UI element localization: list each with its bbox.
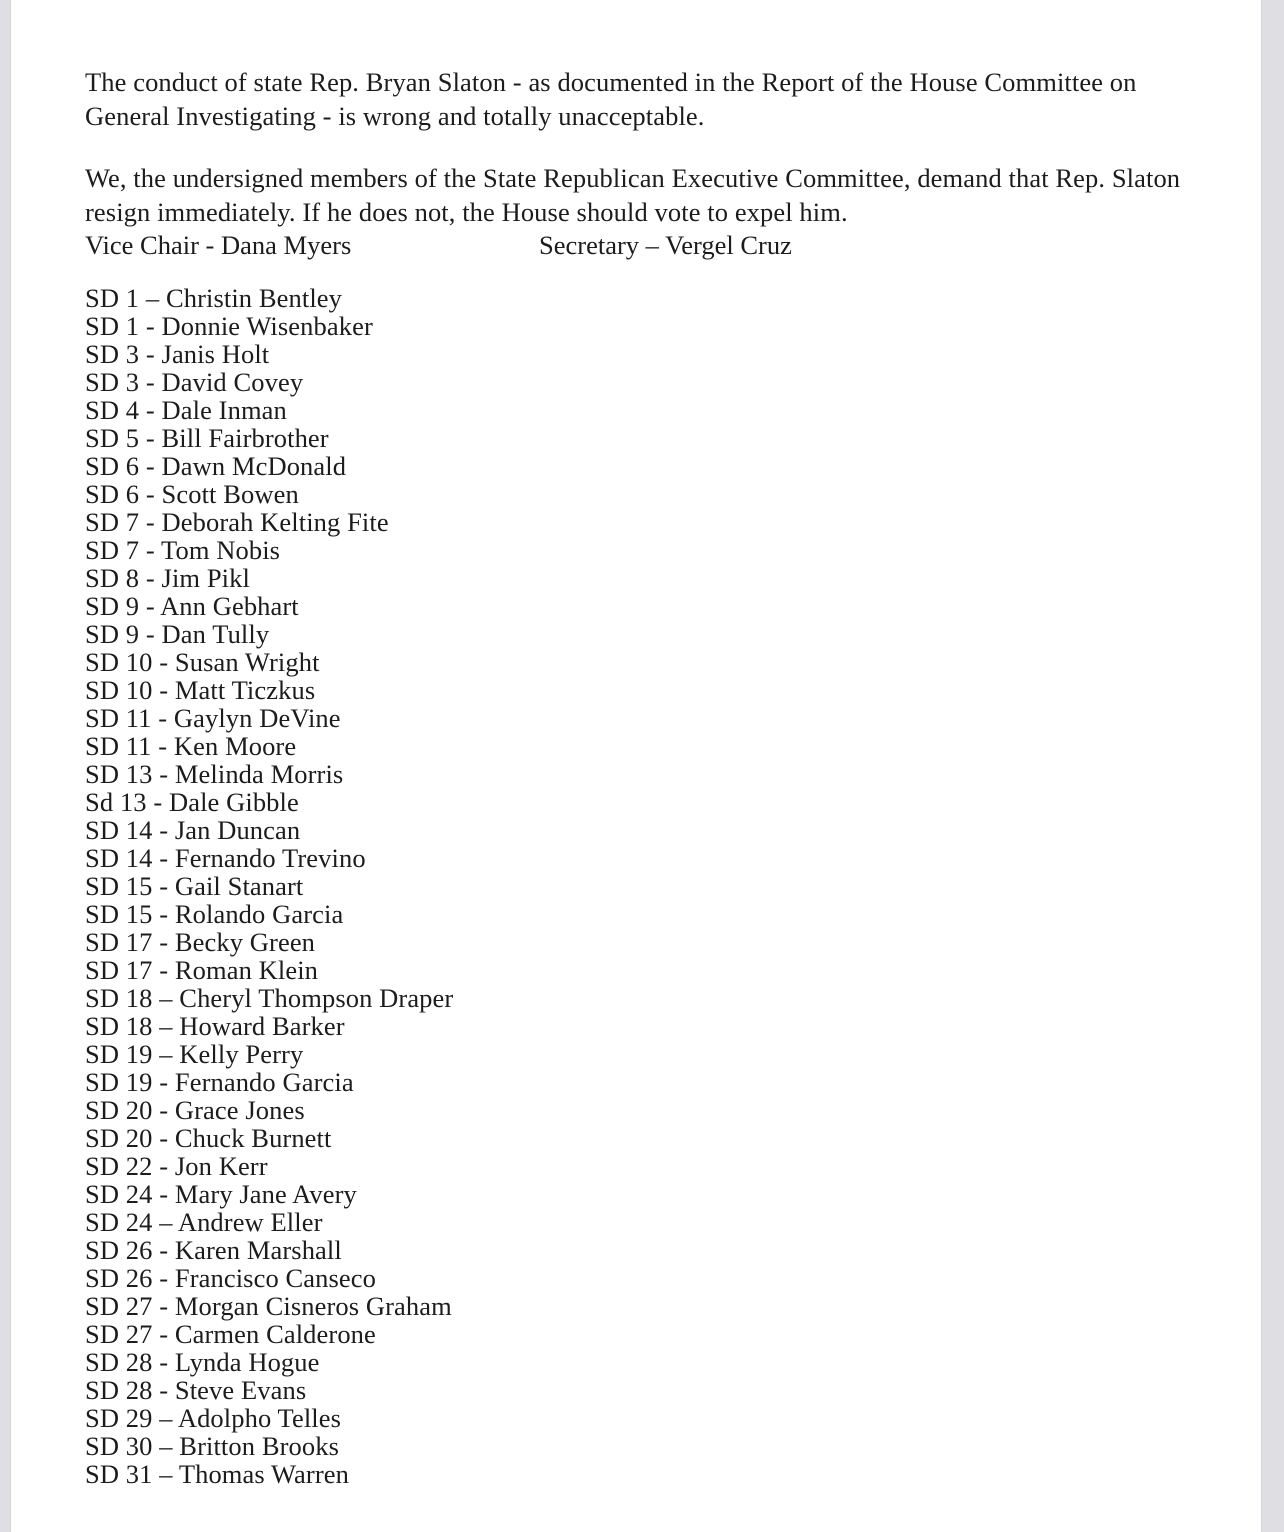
signatory-line: SD 20 - Grace Jones	[85, 1095, 305, 1125]
officer-signature-row	[85, 228, 1085, 262]
signatory-line: SD 9 - Ann Gebhart	[85, 591, 299, 621]
signatory-list	[85, 284, 985, 1488]
signatory-line: SD 9 - Dan Tully	[85, 619, 270, 649]
signatory-line: SD 5 - Bill Fairbrother	[85, 423, 329, 453]
signatory-line: SD 15 - Gail Stanart	[85, 871, 304, 901]
signatory-line: SD 19 – Kelly Perry	[85, 1039, 304, 1069]
signatory-line: SD 22 - Jon Kerr	[85, 1151, 268, 1181]
signatory-line: SD 1 - Donnie Wisenbaker	[85, 311, 373, 341]
signatory-line: SD 27 - Morgan Cisneros Graham	[85, 1291, 452, 1321]
signatory-line: SD 10 - Matt Ticzkus	[85, 675, 316, 705]
signatory-line: SD 26 - Francisco Canseco	[85, 1263, 376, 1293]
signatory-line: SD 14 - Jan Duncan	[85, 815, 301, 845]
signatory-line: SD 30 – Britton Brooks	[85, 1431, 339, 1461]
paragraph-conduct-statement: The conduct of state Rep. Bryan Slaton - as documented in the Report of the House Committee on General Investigating - is wrong and totally unacceptable.	[85, 66, 1137, 131]
signatory-line: SD 27 - Carmen Calderone	[85, 1319, 376, 1349]
signatory-line: SD 15 - Rolando Garcia	[85, 899, 344, 929]
signatory-line: SD 29 – Adolpho Telles	[85, 1403, 342, 1433]
signatory-line: SD 3 - Janis Holt	[85, 339, 270, 369]
signatory-line: SD 17 - Becky Green	[85, 927, 316, 957]
signatory-line: SD 4 - Dale Inman	[85, 395, 287, 425]
officer-secretary: Secretary – Vergel Cruz	[539, 230, 792, 260]
signatory-line: SD 18 – Cheryl Thompson Draper	[85, 983, 454, 1013]
signatory-line: SD 20 - Chuck Burnett	[85, 1123, 332, 1153]
signatory-line: SD 18 – Howard Barker	[85, 1011, 345, 1041]
paragraph-resignation-demand: We, the undersigned members of the State Republican Executive Committee, demand that Rep. Slaton resign immediately. If he does not, the House should vote to expel him.	[85, 162, 1181, 227]
signatory-line: SD 10 - Susan Wright	[85, 647, 320, 677]
signatory-line: SD 24 – Andrew Eller	[85, 1207, 323, 1237]
officer-vice-chair: Vice Chair - Dana Myers	[85, 230, 352, 260]
document-page	[10, 0, 1262, 1532]
signatory-line: SD 28 - Lynda Hogue	[85, 1347, 320, 1377]
signatory-line: SD 7 - Tom Nobis	[85, 535, 281, 565]
signatory-line: SD 13 - Melinda Morris	[85, 759, 344, 789]
signatory-line: SD 31 – Thomas Warren	[85, 1459, 349, 1489]
signatory-line: SD 14 - Fernando Trevino	[85, 843, 366, 873]
page-content	[85, 0, 1221, 1532]
signatory-line: Sd 13 - Dale Gibble	[85, 787, 299, 817]
signatory-line: SD 28 - Steve Evans	[85, 1375, 307, 1405]
signatory-line: SD 8 - Jim Pikl	[85, 563, 250, 593]
signatory-line: SD 6 - Dawn McDonald	[85, 451, 347, 481]
signatory-line: SD 1 – Christin Bentley	[85, 283, 342, 313]
signatory-line: SD 11 - Gaylyn DeVine	[85, 703, 341, 733]
signatory-line: SD 19 - Fernando Garcia	[85, 1067, 354, 1097]
signatory-line: SD 3 - David Covey	[85, 367, 304, 397]
signatory-line: SD 26 - Karen Marshall	[85, 1235, 342, 1265]
signatory-line: SD 7 - Deborah Kelting Fite	[85, 507, 389, 537]
signatory-line: SD 17 - Roman Klein	[85, 955, 319, 985]
signatory-line: SD 24 - Mary Jane Avery	[85, 1179, 357, 1209]
signatory-line: SD 11 - Ken Moore	[85, 731, 297, 761]
signatory-line: SD 6 - Scott Bowen	[85, 479, 299, 509]
